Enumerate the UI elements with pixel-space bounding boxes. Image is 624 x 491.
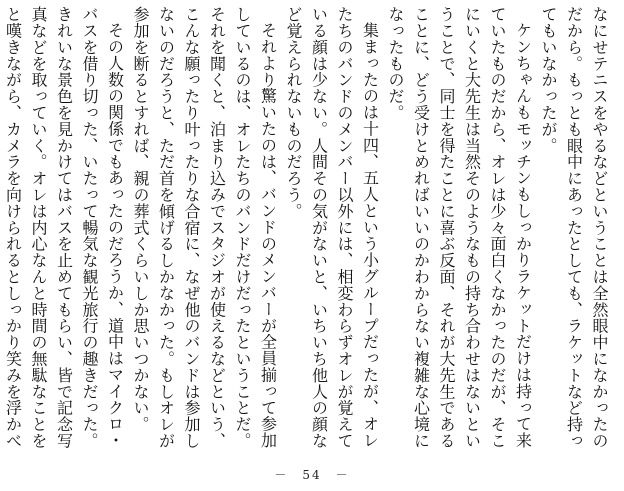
page-number: － 54 － bbox=[274, 468, 350, 482]
paragraph-2: ケンちゃんもモッチンもしっかりラケットだけは持って来ていたものだから、オレは少々面白くなかったのだが、そこにいくと大先生は当然そのようなもの持ち合わせはないということで、同士を得たことに喜ぶ反面、それが大先生であることに、どう受けとめればいいのかわからない複雑な心境になったものだ。 bbox=[386, 6, 533, 449]
paragraph-1: なにせテニスをやるなどということは全然眼中になかったのだから。もっとも眼中にあったとしても、ラケットなど持ってもいなかったが。 bbox=[539, 6, 609, 449]
paragraph-3: 集まったのは十四、五人という小グループだったが、オレたちのバンドのメンバー以外には、相変わらずオレが覚えている顔は少ない。人間その気がないと、いちいち他人の顔など覚えられないものだろう。 bbox=[284, 6, 380, 449]
vertical-text-body bbox=[3, 6, 612, 454]
paragraph-5: その人数の関係でもあったのだろうか、道中はマイクロ・バスを借り切った、いたって暢気な観光旅行の趣きだった。きれいな景色を見かけてはバスを止めてもらい、皆で記念写真などを取っていく。オレは内心なんと時間の無駄なことをと嘆きながら、カメラを向けられるとしっかり笑みを浮かべ bbox=[3, 6, 125, 449]
paragraph-4: それより驚いたのは、バンドのメンバーが全員揃って参加しているのは、オレたちのバンドだけだったということだ。それを聞くと、泊まり込みでスタジオが使えるなどという、こんな願ったり叶ったりな合宿に、なぜ他のバンドは参加しないのだろうと、ただ首を傾げるしかなかった。もしオレが参加を断るとすれば、親の葬式くらいしか思いつかない。 bbox=[131, 6, 278, 449]
